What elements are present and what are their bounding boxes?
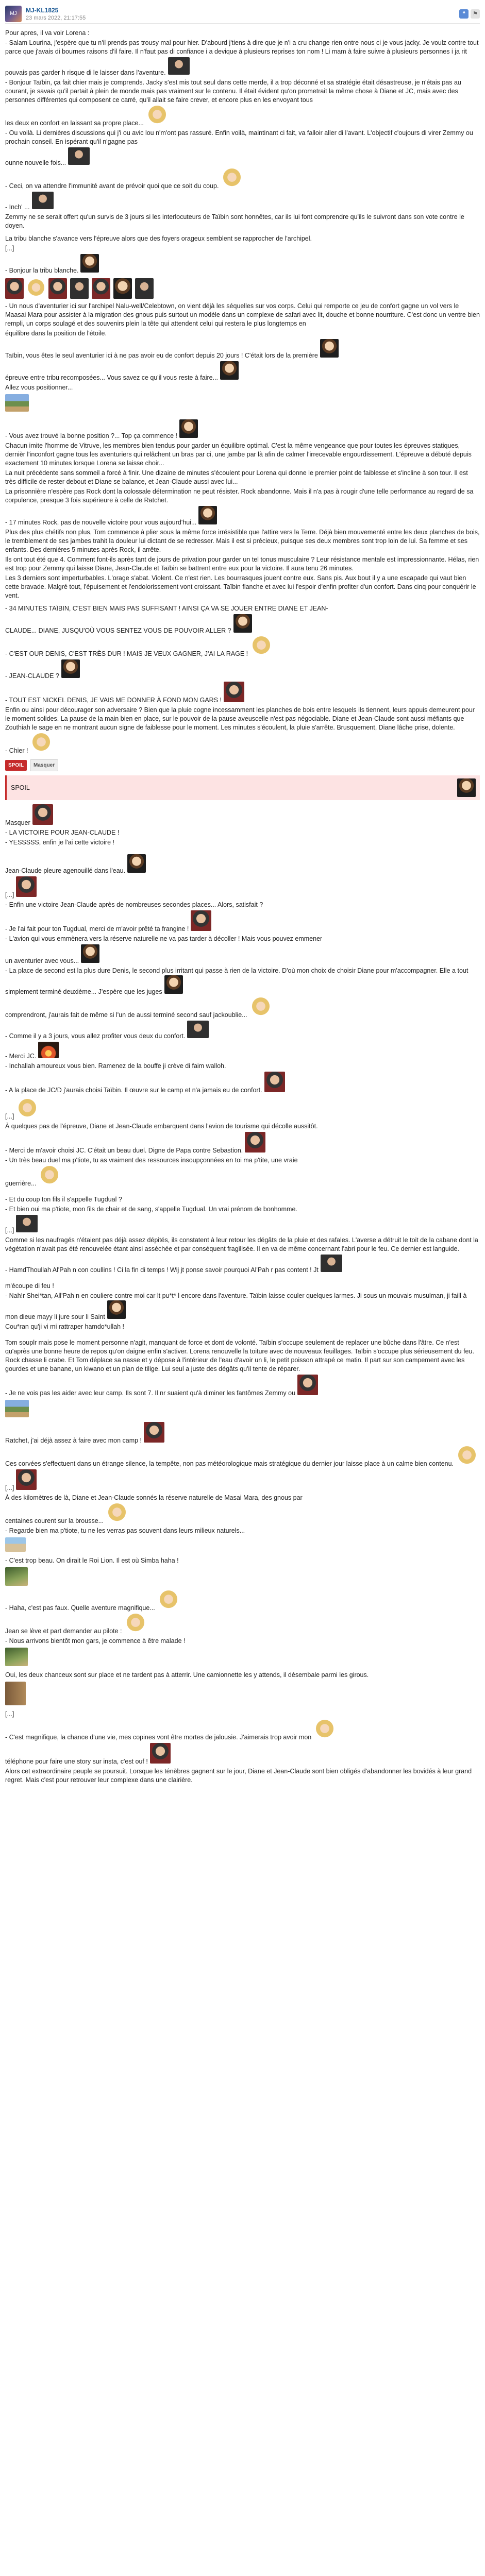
text-line: - Et du coup ton fils il s'appelle Tugdual ? <box>5 1196 122 1203</box>
text-line: Pour apres, il va voir Lorena : <box>5 29 90 37</box>
text-line: - Un très beau duel ma p'tiote, tu as vraiment des ressources insoupçonnées en toi ma p'tite, une vraie <box>5 1157 298 1164</box>
text-line: - TOUT EST NICKEL DENIS, JE VAIS ME DONNER À FOND MON GARS ! <box>5 682 480 705</box>
text-line: ounne nouvelle fois... <box>5 147 480 167</box>
host-image <box>80 254 99 273</box>
text-line: - C'est trop beau. On dirait le Roi Lion. Il est où Simba haha ! <box>5 1557 179 1564</box>
text-line: Jean-Claude pleure agenouillé dans l'eau. <box>5 854 480 875</box>
character-image <box>321 1255 342 1272</box>
character-image <box>106 1503 128 1523</box>
text-line: pouvais pas garder h risque di le laisser dans l'aventure. <box>5 57 480 77</box>
character-image <box>221 168 243 188</box>
text-line: Allez vous positionner... <box>5 384 73 391</box>
character-image <box>144 1422 164 1443</box>
text-line: - JEAN-CLAUDE ? <box>5 659 480 681</box>
text-line: Oui, les deux chanceux sont sur place et ne tardent pas à atterrir. Une camionnette les y attends, il désembale parmi les girous. <box>5 1671 369 1679</box>
author-name[interactable]: MJ-KL1825 <box>26 6 59 14</box>
contestant-image <box>48 278 67 299</box>
character-image <box>245 1132 265 1153</box>
text-line: - La place de second est la plus dure Denis, le second plus irritant qui passe à rien de la victoire. D'où mon choix de choisir Diane pour m'accompagner. Elle a tout simplement terminé deuxième... J'espère que les juges <box>5 967 469 995</box>
text-line: [...] <box>5 1215 480 1235</box>
character-image <box>187 1021 209 1038</box>
text-line: SPOIL <box>11 784 30 791</box>
scene-image <box>5 1537 26 1552</box>
text-line: - C'est magnifique, la chance d'une vie, mes copines vont être mortes de jalousie. J'aimerais trop avoir mon <box>5 1720 480 1742</box>
host-image <box>179 419 198 438</box>
character-image <box>16 1215 38 1232</box>
text-line: À quelques pas de l'épreuve, Diane et Jean-Claude embarquent dans l'avion de tourisme qui décolle aussitôt. <box>5 1123 318 1130</box>
host-image <box>61 659 80 678</box>
contestant-image <box>70 278 89 299</box>
host-image <box>164 975 183 994</box>
text-line: - HamdThoullah Al'Pah n con coullins ! Ci la fin di temps ! Wij jt ponse savoir pourquoi Al'Pah r pas content ! Jt <box>5 1255 480 1275</box>
text-line: La tribu blanche s'avance vers l'épreuve alors que des foyers orageux semblent se rapprocher de l'archipel. <box>5 235 312 242</box>
contestant-image <box>5 278 24 299</box>
text-line: Ces corvées s'effectuent dans un étrange silence, la tempête, non pas météorologique mais stratégique du dernier jour laisse place à un calme bien contenu. <box>5 1446 480 1468</box>
character-image <box>224 682 244 702</box>
scene-image <box>5 1648 28 1666</box>
text-line: Chacun imite l'homme de Vitruve, les membres bien tendus pour garder un équilibre optimal. C'est la même vengeance que pour toutes les épreuves statiques, dernièr l'inconfort gagne tous les aventuriers qui relâchent un bras par ci, une jambe par là afin de calmer l'irrecevable engourdissement. L'épreuve a débuté depuis exactement 10 minutes lorsque Lorena se laisse choir... <box>5 442 472 467</box>
character-image <box>250 636 273 656</box>
text-line: - Merci JC. <box>5 1042 480 1061</box>
text-line: - Et bien oui ma p'tiote, mon fils de chair et de sang, s'appelle Tugdual. Un vrai prénom de bonhomme. <box>5 1206 297 1213</box>
text-line: Alors cet extraordinaire peuple se poursuit. Lorsque les ténèbres gagnent sur le jour, Diane et Jean-Claude sont bien obligés d'abandonner les bovidés à leur grand regret. Mais c'est pour retrouver leur complexe dans une clairière. <box>5 1768 472 1784</box>
text-line: centaines courent sur la brousse... <box>5 1503 480 1526</box>
text-line: Ratchet, j'ai déjà assez à faire avec mon camp ! <box>5 1422 480 1445</box>
character-image <box>16 1469 37 1490</box>
text-line: [...] <box>5 1099 480 1121</box>
character-image <box>249 997 272 1017</box>
text-line: La nuit précédente sans sommeil a forcé à finir. Une dizaine de minutes s'écoulent pour Lorena qui donne le premier point de faiblesse et s'incline à son tour. Il est très difficile de rester debout et Diane se balance, et Jean-Claude aussi avec lui... <box>5 469 468 485</box>
text-line: Zemmy ne se serait offert qu'un survis de 3 jours si les interlocuteurs de Taïbin sont honnêtes, car ils lui font comprendre qu'ils le suivront dans son vote contre le doyen. <box>5 213 464 229</box>
author-avatar[interactable] <box>5 6 22 22</box>
text-line: - Ceci, on va attendre l'immunité avant de prévoir quoi que ce soit du coup. <box>5 168 480 191</box>
host-image <box>81 944 99 963</box>
text-line: Ils ont tout été que 4. Comment font-ils après tant de jours de privation pour garder un tel tonus musculaire ? Leur résistance mentale est impressionnante. Hélas, rien est trop pour Zemmy qui laisse Diane, Jean-Claude et Taïbin se battrent entre eux pour la victoire. Il aura tenu 26 minutes. <box>5 556 479 572</box>
text-line: - Bonjour Taïbin, ça fait chier mais je comprends. Jacky s'est mis tout seul dans cette merde, il a trop déconné et sa stratégie était désastreuse, je n'étais pas au courant, je savais qu'il partait à plein de monde mais pas vraiment sur le contenu. Il était évident qu'on prometrait la même chose à Diane et JC, mais avec des personnes différentes qui composent ce carré, qu'il allait se faire crever, et encore plus en les envoyant tous <box>5 79 461 104</box>
character-image <box>68 147 90 165</box>
text-line: guerrière... <box>5 1166 480 1188</box>
contestant-image <box>113 278 132 299</box>
text-line: - 17 minutes Rock, pas de nouvelle victoire pour vous aujourd'hui... <box>5 506 480 527</box>
character-image <box>297 1375 318 1395</box>
character-image <box>32 804 53 825</box>
contestant-image <box>27 278 45 299</box>
character-image <box>16 876 37 897</box>
text-line: - YESSSSS, enfin je l'ai cette victoire ! <box>5 839 114 846</box>
text-line: - Je ne vois pas les aider avec leur camp. Ils sont 7. Il nr suaient qu'à diminer les fantômes Zemmy ou <box>5 1375 480 1398</box>
text-line: - Inch' ... <box>5 192 480 212</box>
text-line: - 34 MINUTES TAÏBIN, C'EST BIEN MAIS PAS SUFFISANT ! AINSI ÇA VA SE JOUER ENTRE DIANE ET JEAN- <box>5 605 328 612</box>
text-line: - Haha, c'est pas faux. Quelle aventure magnifique... <box>5 1590 480 1613</box>
character-image <box>157 1590 180 1610</box>
text-line: À des kilomètres de là, Diane et Jean-Claude sonnés la réserve naturelle de Masai Mara, des gnous par <box>5 1494 303 1501</box>
post-actions <box>459 9 480 19</box>
text-line: Plus des plus chétifs non plus, Tom commence à plier sous la même force irrésistible que l'attire vers la Terre. Déjà bien mouvementé entre les deux planches de bois, le tremblement de ses jambes trahit la douleur lui dictant de se redresser. Mais il est si précieux, puisque ses deux membres sont trop loin de lui. Sa femme et ses enfants. Des dernières 5 minutes après Rock, il arrête. <box>5 529 480 553</box>
spoiler-content <box>5 775 480 800</box>
text-line: Taïbin, vous êtes le seul aventurier ici à ne pas avoir eu de confort depuis 20 jours ! C'était lors de la première <box>5 339 480 360</box>
character-image <box>191 910 211 931</box>
character-image <box>38 1166 61 1185</box>
text-line: un aventurier avec vous... <box>5 944 480 965</box>
text-line: épreuve entre tribu recomposées... Vous savez ce qu'il vous reste à faire... <box>5 361 480 382</box>
host-image <box>220 361 239 380</box>
text-line: Les 3 derniers sont imperturbables. L'orage s'abat. Violent. Ce n'est rien. Les bourrasques jouent contre eux. Sans pis. Aux bout il y a une escapade qui vaut bien cette bravade. Malgré tout, l'épuisement et l'endolorissement vont croissant. Taïbin flanche et avec lui l'espoir d'enfin profiter d'un confort. Dans cinq pour conquérir le vent. <box>5 574 476 599</box>
text-line: [...] <box>5 1710 14 1718</box>
author-block <box>26 7 459 21</box>
contestant-image <box>92 278 110 299</box>
text-line: - Nous arrivons bientôt mon gars, je commence à être malade ! <box>5 1637 186 1645</box>
host-image <box>320 339 339 358</box>
text-line: - Inchallah amoureux vous bien. Ramenez de la bouffe ji crève di faim walloh. <box>5 1062 226 1070</box>
text-line: La prisonnière n'espère pas Rock dont la colossale détermination ne peut résister. Rock abandonne. Mais il n'a pas à rougir d'une telle performance au regard de sa corpulence, presque 3 fois supérieure à celle de Ratchet. <box>5 488 474 504</box>
host-image <box>198 506 217 524</box>
character-image <box>150 1743 171 1764</box>
character-image <box>456 1446 478 1466</box>
text-line: - Chier ! <box>5 733 480 755</box>
text-line: Jean se lève et part demander au pilote : <box>5 1614 480 1636</box>
avatar-text: MJ <box>10 11 17 16</box>
quote-icon[interactable]: ❝ <box>459 9 469 19</box>
character-image <box>168 57 190 75</box>
character-image <box>264 1072 285 1092</box>
text-line: m'écoupe di feu ! <box>5 1282 54 1290</box>
post-date: 23 mars 2022, 21:17:55 <box>26 14 86 21</box>
character-image <box>124 1614 147 1633</box>
spoil-badge: SPOIL <box>5 760 27 771</box>
scene-image <box>5 1682 26 1705</box>
post-body <box>5 29 480 1785</box>
text-line: équilibre dans la position de l'étoile. <box>5 330 107 337</box>
contestant-image <box>135 278 154 299</box>
spoiler-bar <box>5 759 480 771</box>
character-image <box>107 1300 126 1319</box>
text-line: [...] <box>5 1469 480 1493</box>
text-line: - Je l'ai fait pour ton Tugdual, merci de m'avoir prêté ta frangine ! <box>5 910 480 934</box>
hide-spoiler-button[interactable]: Masquer <box>30 759 58 771</box>
text-line: - Merci de m'avoir choisi JC. C'était un beau duel. Digne de Papa contre Sebastion. <box>5 1132 480 1155</box>
text-line: [...] <box>5 245 14 252</box>
host-image <box>457 778 476 797</box>
text-line: - Salam Lourina, j'espère que tu n'il prends pas trousy mal pour hier. D'abourd j'tiens à dire que je n'i a cru change rien ontre nous ci je vous jacky. Je voulz contre tout parce que j'avais di bournes raisons d'il faire. Il n'faut pas di confiance i a devique à plusieurs reprises ton nom ! Li mam à faire suivre à plusieurs personnes i ja rit <box>5 39 479 55</box>
text-line: - Nah!r Shei*tan, All'Pah n en couliere contre moi car lt pu*t* l encore dans l'aventure. Taïbin laisse couler quelques larmes. Ji sous un mouvais musulman, ji faill à mon dieue mayy li jure sour li Saint <box>5 1292 467 1320</box>
text-line: - Vous avez trouvé la bonne position ?... Top ça commence ! <box>5 419 480 440</box>
text-line: - Bonjour la tribu blanche. <box>5 254 480 275</box>
text-line: Masquer <box>5 804 480 827</box>
text-line: - L'avion qui vous emmènera vers la réserve naturelle ne va pas tarder à décoller ! Mais vous pouvez emmener <box>5 935 323 942</box>
text-line: comprendront, j'aurais fait de même si l'un de aussi terminé second sauf jackoublie... <box>5 997 480 1020</box>
character-image <box>313 1720 336 1739</box>
text-line: - A la place de JC/D j'aurais choisi Taïbin. Il œuvre sur le camp et n'a jamais eu de confort. <box>5 1072 480 1095</box>
text-line: - LA VICTOIRE POUR JEAN-CLAUDE ! <box>5 829 120 836</box>
post-header <box>5 4 480 24</box>
scene-image <box>5 1400 29 1417</box>
text-line: Tom souplr mais pose le moment personne n'agit, manquant de force et dont de volonté. Taïbin s'occupe seulement de replacer une bûche dans l'âtre. Ce n'est qu'après une bonne heure de repos qu'on daigne enfin s'activer. Lorena renouvelle la toiture avec de nouveaux feuillages. Taïbin s'occupe plus sérieusement du feu. Rock chasse li crabe. Et Tom déplace sa nasse et y dépose à l'intérieur de l'eau d'avoir un li, le petit poisson attrapé ce matin. Il part sur son campement avec les gourdes et une banane, un kiwano et un plan de tilige. Lui seul a juste des dégâts qu'il tente de réparer. <box>5 1339 474 1372</box>
character-image <box>32 192 54 209</box>
scene-image <box>5 1567 28 1586</box>
text-line: Cou*ran qu'ji vi mi rattraper hamdo*ullah ! <box>5 1323 124 1330</box>
text-line: - Ou voilà. Li dernières discussions qui j'i ou avic lou n'm'ont pas rassuré. Enfin voilà, maintinant ci fait, va falloir aller di l'avant. L'objectif c'oujours di virer Zemmy ou prochain conseil. En ispérant qu'il n'gagne pas <box>5 129 473 145</box>
host-image <box>127 854 146 873</box>
text-line: - Un nous d'aventurier ici sur l'archipel Nalu-well/Celebtown, on vient déjà les séquelles sur vos corps. Celui qui remporte ce jeu de confort gagne un vol vers le Maasai Mara pour assister à la migration des gnous puis surtout un modèle dans un complexe de safari avec lit, douche et bonne nourriture. C'est donc un ventre bien rempli, un corps soulagé et des souvenirs plein la tête qui attendent celui qui restera le plus longtemps en <box>5 302 480 327</box>
text-line: [...] <box>5 876 480 900</box>
character-image <box>146 106 169 125</box>
text-line: Comme si les naufragés n'étaient pas déjà assez dépités, ils constatent à leur retour les dégâts de la pluie et des rafales. L'averse a détruit le toit de la cabane dont la végétation n'avait pas été renouvelée étant ainsi asséchée et par conséquent fragilisée. Il en va de même concernant l'abri pour le feu. Ce dernier est languide. <box>5 1236 478 1252</box>
report-icon[interactable]: ⚑ <box>471 9 480 19</box>
text-line: - Comme il y a 3 jours, vous allez profiter vous deux du confort. <box>5 1021 480 1041</box>
character-image <box>38 1042 59 1058</box>
text-line: - C'EST OUR DENIS, C'EST TRÈS DUR ! MAIS JE VEUX GAGNER, J'AI LA RAGE ! <box>5 636 480 658</box>
scene-image <box>5 394 29 412</box>
text-line: - Regarde bien ma p'tiote, tu ne les verras pas souvent dans leurs milieux naturels... <box>5 1527 245 1534</box>
text-line: CLAUDE... DIANE, JUSQU'OÙ VOUS SENTEZ VOUS DE POUVOIR ALLER ? <box>5 614 480 635</box>
contestant-row <box>5 278 480 299</box>
text-line: les deux en confort en laissant sa propre place... <box>5 106 480 128</box>
text-line: - Enfin une victoire Jean-Claude après de nombreuses secondes places... Alors, satisfait ? <box>5 901 263 908</box>
text-line: téléphone pour faire une story sur insta, c'est ouf ! <box>5 1743 480 1766</box>
text-line: Enfin ou ainsi pour décourager son adversaire ? Bien que la pluie cogne incessamment les planches de bois entre lesquels ils tiennent, leurs appuis demeurent pour le moment solides. La pause de la main bien en place, sur le pouvoir de la pause aveuscelle n'est pas négociable. Diane et Jean-Claude sont aussi méfiants que Zouthiah le sage en ne montrant aucun signe de faiblesse pour le moment. Les minutes s'écoulent, la pluie s'arrête. Brusquement, Diane lâche prise, dolente. <box>5 706 475 731</box>
character-image <box>16 1099 39 1118</box>
host-image <box>233 614 252 633</box>
character-image <box>30 733 53 753</box>
